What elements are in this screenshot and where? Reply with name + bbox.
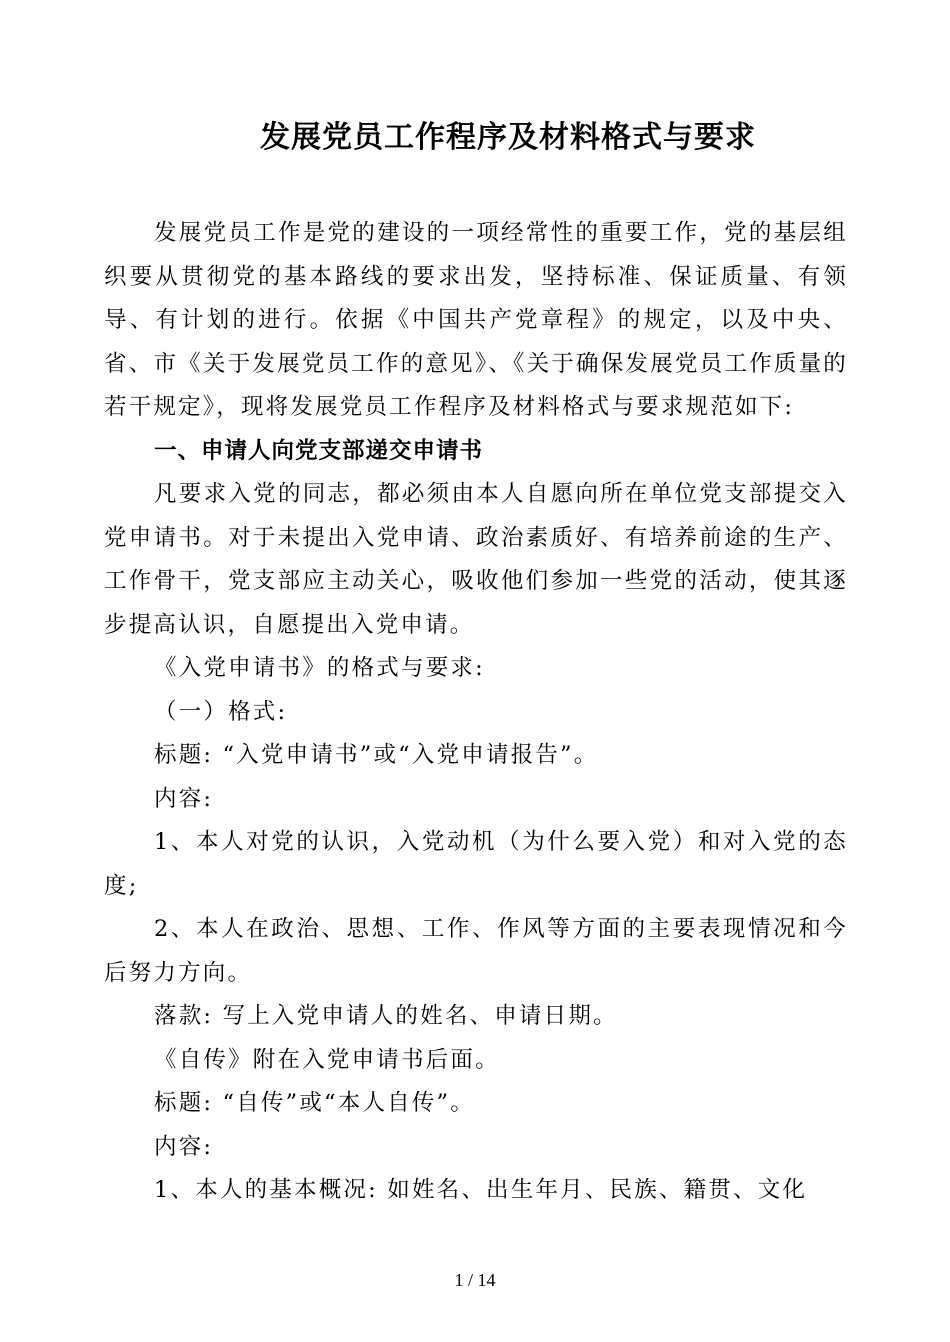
- body-paragraph: 1、本人对党的认识，入党动机（为什么要入党）和对入党的态度;: [104, 829, 848, 899]
- document-title: 发展党员工作程序及材料格式与要求: [260, 120, 756, 155]
- body-paragraph: （一）格式:: [154, 698, 288, 725]
- body-paragraph: 凡要求入党的同志，都必须由本人自愿向所在单位党支部提交入党申请书。对于未提出入党申请、政治素质好、有培养前途的生产、工作骨干，党支部应主动关心，吸收他们参加一些党的活动，使其逐步提高认识，自愿提出入党申请。: [104, 481, 848, 638]
- body-paragraph: 内容:: [154, 785, 214, 812]
- body-paragraph: 《自传》附在入党申请书后面。: [154, 1046, 500, 1073]
- body-paragraph: 《入党申请书》的格式与要求:: [154, 655, 485, 681]
- page-number: 1 / 14: [454, 1270, 496, 1290]
- body-paragraph: 2、本人在政治、思想、工作、作风等方面的主要表现情况和今后努力方向。: [104, 916, 848, 986]
- section-heading: 一、申请人向党支部递交申请书: [154, 437, 484, 464]
- body-paragraph: 标题: “入党申请书”或“入党申请报告”。: [154, 742, 599, 768]
- body-paragraph: 1、本人的基本概况: 如姓名、出生年月、民族、籍贯、文化: [154, 1177, 808, 1203]
- body-paragraph: 标题: “自传”或“本人自传”。: [154, 1090, 475, 1116]
- body-paragraph: 落款: 写上入党申请人的姓名、申请日期。: [154, 1003, 618, 1029]
- body-paragraph: 发展党员工作是党的建设的一项经常性的重要工作，党的基层组织要从贯彻党的基本路线的要求出发，坚持标准、保证质量、有领导、有计划的进行。依据《中国共产党章程》的规定，以及中央、省、市《关于发展党员工作的意见》、《关于确保发展党员工作质量的若干规定》，现将发展党员工作程序及材料格式与要求规范如下:: [104, 220, 848, 420]
- body-paragraph: 内容:: [154, 1133, 214, 1160]
- document-body: [104, 212, 848, 1213]
